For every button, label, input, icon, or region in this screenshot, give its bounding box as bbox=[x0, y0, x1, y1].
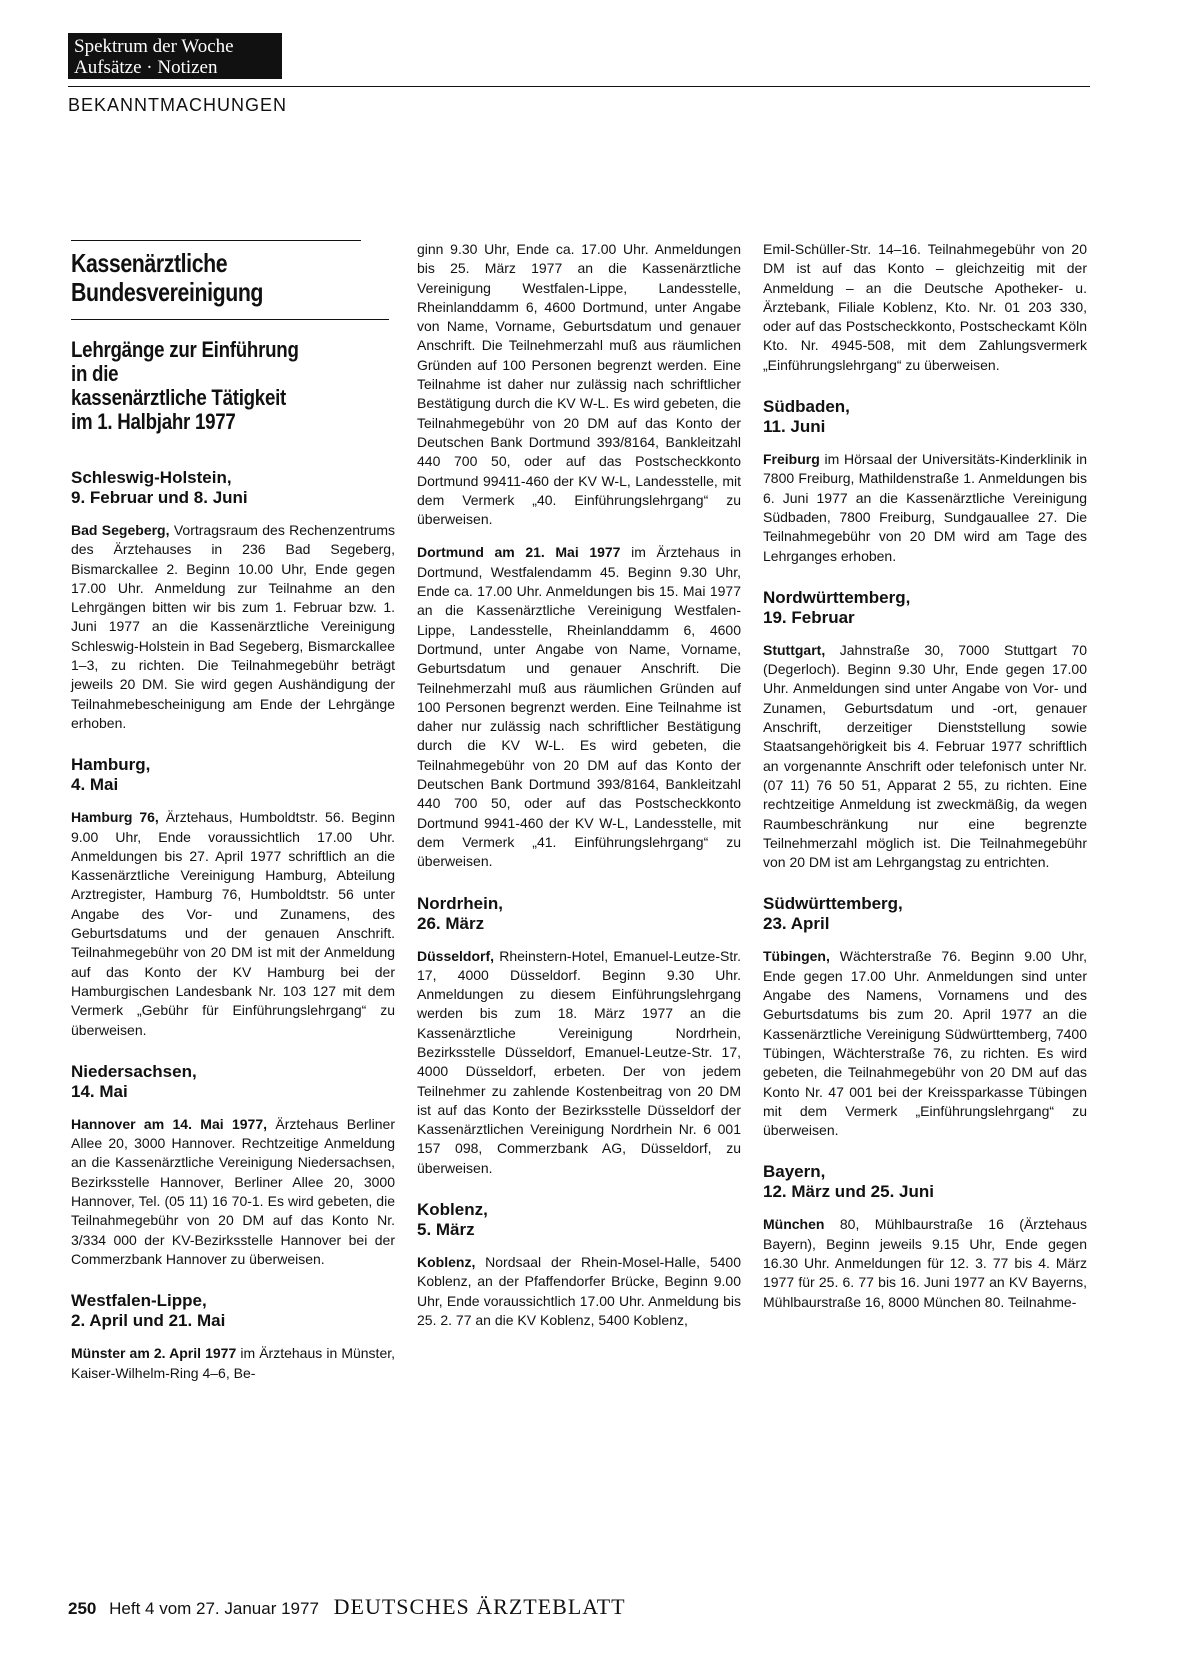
entry-hannover bbox=[71, 1115, 395, 1269]
entry-duesseldorf bbox=[417, 947, 741, 1179]
entry-muenchen bbox=[763, 1215, 1087, 1311]
entry-dortmund bbox=[417, 543, 741, 871]
entry-lead: Stuttgart, bbox=[763, 641, 826, 658]
region-name: Nordrhein, bbox=[417, 893, 503, 913]
entry-lead: Dortmund am 21. Mai 1977 bbox=[417, 544, 621, 561]
region-heading-suedwuerttemberg bbox=[763, 894, 1087, 934]
entry-text: im Ärztehaus in Dortmund, Westfalendamm 45. Beginn 9.30 Uhr, Ende ca. 17.00 Uhr. Anmeldungen bis 15. Mai 1977 an die Kassenärztliche Vereinigung Westfalen-Lippe, Landesstelle, Rheinlanddamm 6, 4600 Dortmund, unter Angabe von Name, Vorname, Geburtsdatum und genauer Anschrift. Die Teilnehmerzahl muß aus räumlichen Gründen auf 100 Personen begrenzt werden. Eine Teilnahme ist daher nur zulässig nach schriftlicher Bestätigung durch die KV W-L. Es wird gebeten, die Teilnahmegebühr von 20 DM auf das Konto der Deutschen Bank Dortmund 393/8164, Bankleitzahl 440 700 50, oder auf das Postscheckkonto Dortmund 9941-460 der KV W-L, Landesstelle, mit dem Vermerk „41. Einführungslehrgang“ zu überweisen. bbox=[417, 544, 741, 870]
entry-hamburg bbox=[71, 808, 395, 1040]
entry-text: Nordsaal der Rhein-Mosel-Halle, 5400 Koblenz, an der Pfaffendorfer Brücke, Beginn 9.00 Uhr, Ende voraussichtlich 17.00 Uhr. Anmeldung bis 25. 2. 77 an die KV Koblenz, 5400 Koblenz, bbox=[417, 1254, 741, 1328]
page-number: 250 bbox=[68, 1599, 97, 1618]
entry-muenster-continued: ginn 9.30 Uhr, Ende ca. 17.00 Uhr. Anmeldungen bis 25. März 1977 an die Kassenärztliche Vereinigung Westfalen-Lippe, Landesstelle, Rheinlanddamm 6, 4600 Dortmund, unter Angabe von Name, Vorname, Geburtsdatum und genauer Anschrift. Die Teilnehmerzahl muß aus räumlichen Gründen auf 100 Personen begrenzt werden. Eine Teilnahme ist daher nur zulässig nach schriftlicher Bestätigung durch die KV W-L. Es wird gebeten, die Teilnahmegebühr von 20 DM auf das Konto der Deutschen Bank Dortmund 393/8164, Bankleitzahl 440 700 50, oder auf das Postscheckkonto Dortmund 99411-460 der KV W-L, Landesstelle, mit dem Vermerk „40. Einführungslehrgang“ zu überweisen. bbox=[417, 241, 741, 528]
entry-text: im Ärztehaus in Münster, Kaiser-Wilhelm-Ring 4–6, Be- bbox=[71, 1345, 396, 1381]
entry-text: Rheinstern-Hotel, Emanuel-Leutze-Str. 17, 4000 Düsseldorf. Beginn 9.30 Uhr. Anmeldungen zu diesem Einführungslehrgang werden bis zum 18. März 1977 an die Kassenärztliche Vereinigung Nordrhein, Bezirksstelle Düsseldorf, Emanuel-Leutze-Str. 17, 4000 Düsseldorf, erbeten. Der von jedem Teilnehmer zu zahlende Kostenbeitrag von 20 DM ist auf das Konto der Bezirksstelle Düsseldorf der Kassenärztlichen Vereinigung Nordrhein Nr. 6 001 157 098, Commerzbank AG, Düsseldorf, zu überweisen. bbox=[417, 947, 741, 1176]
region-dates: 14. Mai bbox=[71, 1081, 128, 1101]
org-rule-top bbox=[71, 240, 361, 241]
region-name: Koblenz, bbox=[417, 1200, 488, 1220]
entry-text: im Hörsaal der Universitäts-Kinderklinik in 7800 Freiburg, Mathildenstraße 1. Anmeldungen bis 6. Juni 1977 an die Kassenärztliche Vereinigung Südbaden, 7800 Freiburg, Sundgauallee 27. Die Teilnahmegebühr von 20 DM wird am Tage des Lehrganges erhoben. bbox=[763, 451, 1087, 564]
entry-bad-segeberg bbox=[71, 521, 395, 733]
region-dates: 5. März bbox=[417, 1220, 475, 1240]
region-heading-nordwuerttemberg bbox=[763, 588, 1087, 628]
entry-text: Vortragsraum des Rechenzentrums des Ärztehauses in 236 Bad Segeberg, Bismarckallee 2. Beginn 10.00 Uhr, Ende gegen 17.00 Uhr. Anmeldung zur Teilnahme an den Lehrgängen bitten wir bis zum 1. Februar bzw. 1. Juni 1977 an die Kassenärztliche Vereinigung Schleswig-Holstein in Bad Segeberg, Bismarckallee 1–3, zu richten. Die Teilnahmegebühr beträgt jeweils 20 DM. Sie wird gegen Aushändigung der Teilnahmebescheinigung am Ende der Lehrgänge erhoben. bbox=[71, 522, 395, 731]
entry-lead: Münster am 2. April 1977 bbox=[71, 1345, 237, 1362]
course-title-line-2: in die bbox=[71, 361, 119, 386]
region-name: Schleswig-Holstein, bbox=[71, 468, 232, 487]
region-dates: 23. April bbox=[763, 914, 830, 934]
entry-freiburg bbox=[763, 450, 1087, 566]
entry-text: Jahnstraße 30, 7000 Stuttgart 70 (Degerloch). Beginn 9.30 Uhr, Ende gegen 17.00 Uhr. Anmeldungen sind unter Angabe von Vor- und Zunamen, Geburtsdatum und -ort, genauer Anschrift, derzeitiger Dienststellung sowie Staatsangehörigkeit bis 4. Februar 1977 schriftlich an vorgenannte Anschrift oder telefonisch unter Nr. (07 11) 76 50 51, Apparat 2 55, zu richten. Eine rechtzeitige Anmeldung ist zweckmäßig, da wegen Raumbeschränkung nur eine begrenzte Teilnehmerzahl möglich ist. Die Teilnahmegebühr von 20 DM ist am Lehrgangstag zu entrichten. bbox=[763, 641, 1087, 871]
entry-koblenz-continued: Emil-Schüller-Str. 14–16. Teilnahmegebühr von 20 DM ist auf das Konto – gleichzeitig mit der Anmeldung – an die Deutsche Apotheker- u. Ärztebank, Filiale Koblenz, Kto. Nr. 01 203 330, oder auf das Postscheckkonto, Postscheckamt Köln Kto. Nr. 4945-508, mit dem Zahlungsvermerk „Einführungslehrgang“ zu überweisen. bbox=[763, 241, 1087, 373]
org-rule-bottom bbox=[71, 319, 389, 320]
entry-lead: München bbox=[763, 1216, 825, 1233]
entry-text: Ärztehaus, Humboldtstr. 56. Beginn 9.00 Uhr, Ende voraussichtlich 17.00 Uhr. Anmeldungen bis 27. April 1977 schriftlich an die Kassenärztliche Vereinigung Hamburg, Abteilung Arztregister, Hamburg 76, Humboldtstr. 56 unter Angabe des Vor- und Zunamens, des Geburtsdatums und der genauen Anschrift. Teilnahmegebühr von 20 DM ist mit der Anmeldung auf das Konto der KV Hamburg bei der Hamburgischen Landesbank Nr. 103 127 mit dem Vermerk „Gebühr für Einführungslehrgang“ zu überweisen. bbox=[71, 809, 395, 1038]
region-dates: 26. März bbox=[417, 913, 485, 933]
region-heading-hamburg bbox=[71, 755, 395, 795]
region-name: Niedersachsen, bbox=[71, 1061, 197, 1081]
entry-muenster bbox=[71, 1344, 395, 1383]
entry-stuttgart bbox=[763, 641, 1087, 873]
section-title: BEKANNTMACHUNGEN bbox=[68, 95, 288, 115]
region-heading-niedersachsen bbox=[71, 1062, 395, 1102]
region-name: Westfalen-Lippe, bbox=[71, 1291, 207, 1311]
region-dates: 19. Februar bbox=[763, 607, 855, 627]
entry-lead: Hannover am 14. Mai 1977, bbox=[71, 1115, 268, 1132]
header-rule bbox=[68, 86, 1090, 87]
entry-lead: Tübingen, bbox=[763, 948, 830, 965]
region-dates: 2. April und 21. Mai bbox=[71, 1311, 226, 1331]
region-heading-bayern bbox=[763, 1162, 1087, 1202]
column-1 bbox=[71, 240, 395, 1383]
region-dates: 11. Juni bbox=[763, 417, 826, 437]
region-dates: 12. März und 25. Juni bbox=[763, 1182, 934, 1202]
entry-text: Wächterstraße 76. Beginn 9.00 Uhr, Ende gegen 17.00 Uhr. Anmeldungen sind unter Angabe des Namens, Vornamens und des Geburtsdatums bis zum 20. April 1977 an die Kassenärztliche Vereinigung Südwürttemberg, 7400 Tübingen, Wächterstraße 76, zu richten. Es wird gebeten, die Teilnahmegebühr von 20 DM auf das Konto Nr. 47 001 bei der Kreissparkasse Tübingen mit dem Vermerk „Einführungslehrgang“ zu überweisen. bbox=[763, 948, 1087, 1139]
region-heading-schleswig-holstein bbox=[71, 468, 395, 508]
entry-text: 80, Mühlbaurstraße 16 (Ärztehaus Bayern), Beginn jeweils 9.15 Uhr, Ende gegen 16.30 Uhr. Anmeldungen für 12. 3. 77 bis 4. März 1977 für 25. 6. 77 bis 16. Juni 1977 an KV Bayerns, Mühlbaurstraße 16, 8000 München 80. Teilnahme- bbox=[763, 1216, 1087, 1310]
region-heading-koblenz bbox=[417, 1200, 741, 1240]
entry-lead: Hamburg 76, bbox=[71, 809, 159, 826]
region-heading-suedbaden bbox=[763, 397, 1087, 437]
course-title-line-4: im 1. Halbjahr 1977 bbox=[71, 409, 236, 434]
entry-koblenz bbox=[417, 1253, 741, 1330]
course-title-line-1: Lehrgänge zur Einführung bbox=[71, 337, 299, 362]
entry-lead: Bad Segeberg, bbox=[71, 522, 170, 538]
column-3 bbox=[763, 240, 1087, 1312]
org-name-line-2: Bundesvereinigung bbox=[71, 277, 264, 307]
masthead-line-2: Aufsätze · Notizen bbox=[74, 57, 218, 78]
entry-lead: Düsseldorf, bbox=[417, 947, 495, 964]
region-heading-nordrhein bbox=[417, 894, 741, 934]
course-title-line-3: kassenärztliche Tätigkeit bbox=[71, 385, 287, 410]
region-dates: 4. Mai bbox=[71, 775, 119, 795]
course-title bbox=[71, 338, 346, 434]
region-name: Südbaden, bbox=[763, 397, 850, 417]
region-name: Bayern, bbox=[763, 1162, 826, 1182]
masthead-line-1: Spektrum der Woche bbox=[74, 36, 234, 57]
column-2 bbox=[417, 240, 741, 1330]
entry-lead: Freiburg bbox=[763, 451, 820, 468]
entry-tuebingen bbox=[763, 947, 1087, 1140]
page-footer bbox=[68, 1596, 626, 1620]
masthead bbox=[68, 33, 282, 79]
region-name: Südwürttemberg, bbox=[763, 894, 903, 914]
region-heading-westfalen-lippe bbox=[71, 1291, 395, 1331]
entry-text: Ärztehaus Berliner Allee 20, 3000 Hannover. Rechtzeitige Anmeldung an die Kassenärztliche Vereinigung Niedersachsen, Bezirksstelle Hannover, Berliner Allee 20, 3000 Hannover, Tel. (05 11) 16 70-1. Es wird gebeten, die Teilnahmegebühr von 20 DM auf das Konto Nr. 3/334 000 der KV-Bezirksstelle Hannover bei der Commerzbank Hannover zu überweisen. bbox=[71, 1115, 395, 1267]
org-name-line-1: Kassenärztliche bbox=[71, 248, 228, 278]
issue-info: Heft 4 vom 27. Januar 1977 bbox=[109, 1599, 319, 1618]
journal-name: DEUTSCHES ÄRZTEBLATT bbox=[333, 1594, 626, 1619]
region-name: Hamburg, bbox=[71, 755, 151, 775]
entry-lead: Koblenz, bbox=[417, 1254, 476, 1271]
region-name: Nordwürttemberg, bbox=[763, 587, 911, 607]
region-dates: 9. Februar und 8. Juni bbox=[71, 488, 248, 507]
